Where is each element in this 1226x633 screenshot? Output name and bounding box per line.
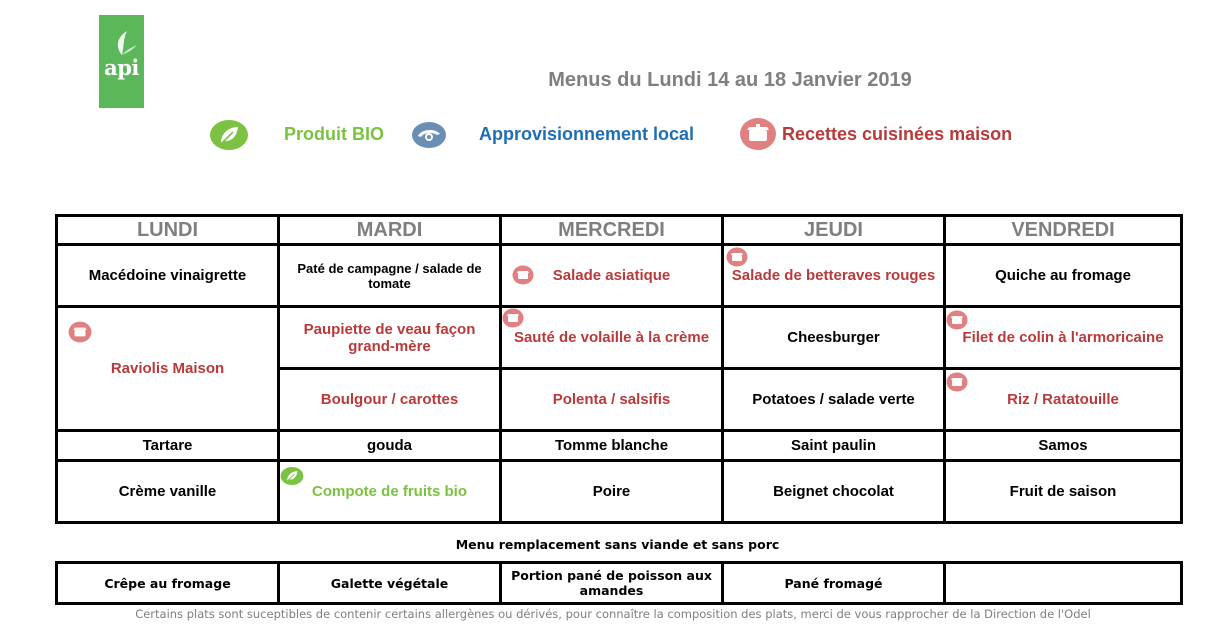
dish-label: Tomme blanche: [554, 437, 669, 454]
dish-label: Raviolis Maison: [110, 360, 225, 377]
day-header-vendredi: VENDREDI: [945, 216, 1182, 245]
dish-label: Cheesburger: [787, 329, 880, 346]
dish-label: Salade asiatique: [552, 267, 671, 284]
menu-cell: [57, 461, 279, 523]
day-header-mercredi: MERCREDI: [501, 216, 723, 245]
dish-label: gouda: [367, 437, 412, 454]
leaf-icon: [280, 465, 304, 487]
cooking-pot-icon: [68, 321, 92, 343]
menu-cell: [945, 245, 1182, 307]
dish-label: Tartare: [142, 437, 193, 454]
logo-text: api: [104, 55, 139, 80]
replacement-cell: [945, 563, 1182, 604]
menu-cell: [501, 461, 723, 523]
leaf-icon: [209, 119, 249, 151]
menu-cell: [501, 431, 723, 461]
menu-cell: [723, 245, 945, 307]
dish-label: Sauté de volaille à la crème: [513, 329, 710, 346]
menu-cell: [279, 461, 501, 523]
dish-label: Fruit de saison: [1009, 483, 1117, 500]
page-title: Menus du Lundi 14 au 18 Janvier 2019: [548, 69, 912, 91]
menu-cell: [501, 369, 723, 431]
day-header-mardi: MARDI: [279, 216, 501, 245]
logo-swoosh-icon: [105, 29, 139, 57]
dish-label: Boulgour / carottes: [320, 391, 459, 408]
menu-cell: [57, 431, 279, 461]
cooking-pot-icon: [946, 372, 968, 392]
cooking-pot-icon: [512, 265, 534, 285]
plat-row: [57, 307, 1182, 369]
entree-row: [57, 245, 1182, 307]
dessert-row: [57, 461, 1182, 523]
dish-label: Beignet chocolat: [773, 483, 894, 500]
cooking-pot-icon: [502, 308, 524, 328]
day-header-jeudi: JEUDI: [723, 216, 945, 245]
replacement-cell: Galette végétale: [279, 563, 501, 604]
menu-cell: [57, 307, 279, 431]
menu-cell: [723, 369, 945, 431]
menu-cell: [501, 307, 723, 369]
menu-cell: [945, 307, 1182, 369]
menu-cell: [279, 307, 501, 369]
dish-label: Paupiette de veau façon grand-mère: [303, 320, 476, 355]
menu-cell: [945, 369, 1182, 431]
cooking-pot-icon: [726, 247, 748, 267]
replacement-menu-table: [55, 561, 1183, 605]
replacement-row: [57, 563, 1182, 604]
menu-cell: [945, 431, 1182, 461]
legend-local-label: Approvisionnement local: [479, 124, 695, 144]
dish-label: Samos: [1038, 437, 1088, 454]
api-logo: [99, 15, 144, 108]
dish-label: Quiche au fromage: [995, 267, 1131, 284]
menu-cell: [279, 369, 501, 431]
menu-cell: [723, 431, 945, 461]
replacement-cell: Crêpe au fromage: [57, 563, 279, 604]
cooking-pot-icon: [946, 310, 968, 330]
replacement-menu-title: Menu remplacement sans viande et sans porc: [455, 537, 780, 552]
menu-cell: [57, 245, 279, 307]
dish-label: Paté de campagne / salade de tomate: [297, 260, 482, 291]
dish-label: Compote de fruits bio: [312, 483, 467, 500]
dish-label: Riz / Ratatouille: [1007, 391, 1119, 408]
day-header-lundi: LUNDI: [57, 216, 279, 245]
dish-label: Poire: [592, 483, 631, 500]
allergen-notice: Certains plats sont suceptibles de contenir certains allergènes ou dérivés, pour connaître la composition des plats, merci de vous rapprocher de la Direction de l'Odel: [135, 607, 1091, 621]
day-header-row: [57, 216, 1182, 245]
menu-cell: [723, 307, 945, 369]
dish-label: Polenta / salsifis: [552, 391, 671, 408]
dish-label: Filet de colin à l'armoricaine: [962, 329, 1164, 346]
cheese-row: [57, 431, 1182, 461]
menu-cell: [501, 245, 723, 307]
dish-label: Crème vanille: [118, 483, 217, 500]
replacement-cell: Pané fromagé: [723, 563, 945, 604]
dish-label: Salade de betteraves rouges: [731, 267, 936, 284]
menu-cell: [279, 431, 501, 461]
cooking-pot-icon: [739, 117, 777, 151]
menu-cell: [279, 245, 501, 307]
dish-label: Potatoes / salade verte: [752, 391, 915, 408]
dish-label: Macédoine vinaigrette: [88, 267, 247, 284]
weekly-menu-table: [55, 214, 1183, 524]
menu-cell: [945, 461, 1182, 523]
menu-cell: [723, 461, 945, 523]
dish-label: Saint paulin: [790, 437, 876, 454]
replacement-cell: Portion pané de poisson aux amandes: [501, 563, 723, 604]
legend-bio-label: Produit BIO: [284, 124, 384, 144]
legend-maison-label: Recettes cuisinées maison: [782, 124, 1013, 144]
local-supply-icon: [411, 121, 447, 149]
